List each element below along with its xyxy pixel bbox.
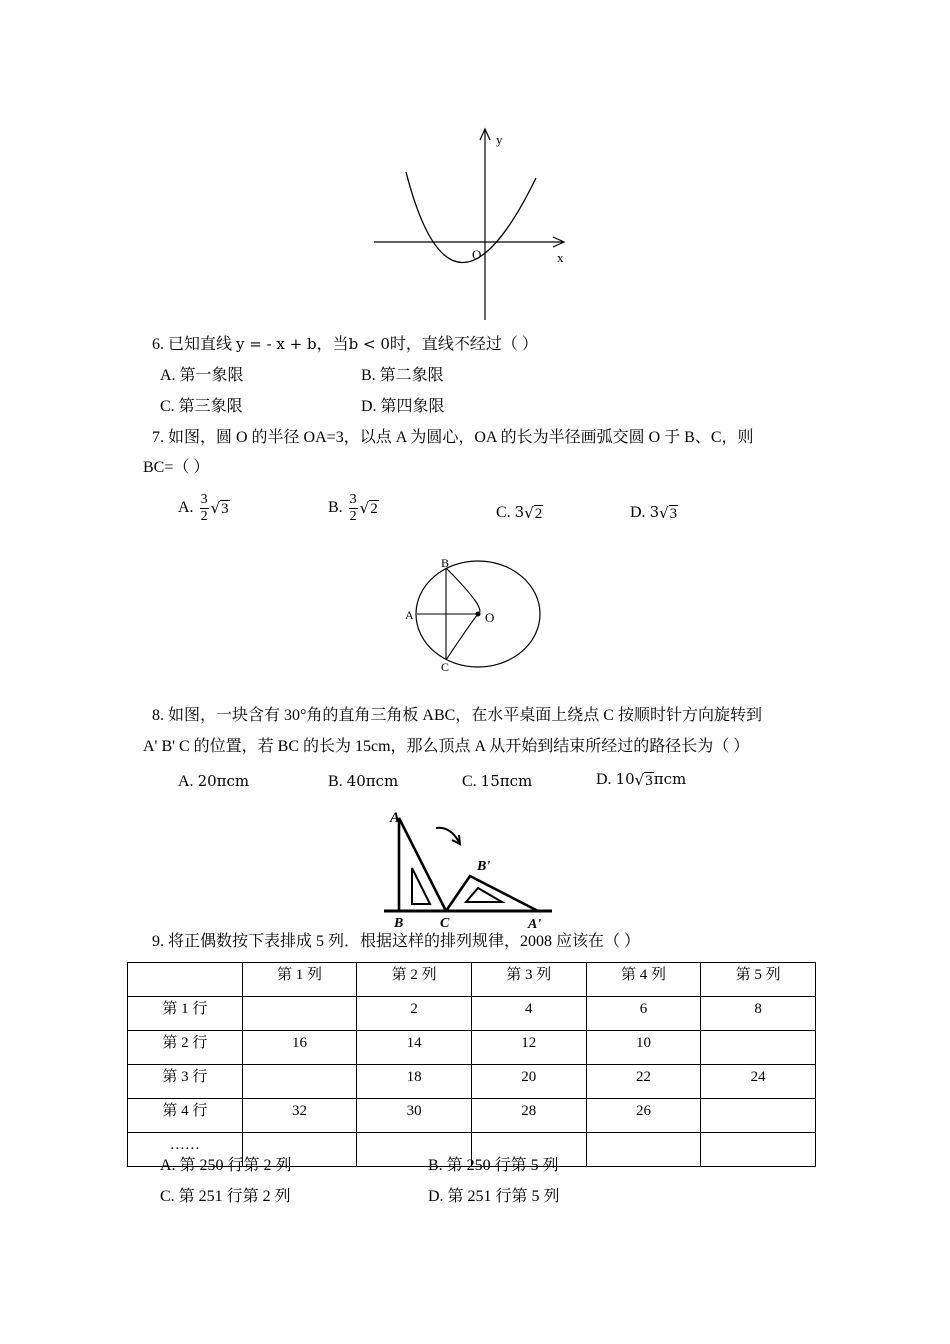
parabola-figure <box>360 120 580 330</box>
label-a: A <box>405 608 414 622</box>
q9-option-c[interactable]: C. 第 251 行第 2 列 <box>160 1188 291 1205</box>
table-cell: 16 <box>242 1031 357 1065</box>
q7-option-b[interactable] <box>328 492 379 525</box>
center-point <box>476 612 481 617</box>
table-cell <box>701 1099 816 1133</box>
q6-stem-suffix: 时，直线不经过（ ） <box>389 336 538 353</box>
table-header-cell: 第 5 列 <box>701 963 816 997</box>
table-header-cell: 第 2 列 <box>357 963 472 997</box>
q7-option-c-letter: C. <box>496 504 511 521</box>
table-cell: 6 <box>586 997 701 1031</box>
table-row <box>128 1065 816 1099</box>
table-header-cell: 第 3 列 <box>471 963 586 997</box>
table-row <box>128 1031 816 1065</box>
q7-option-c-radical <box>524 503 543 524</box>
table-cell: 4 <box>471 997 586 1031</box>
q7-option-a-radical <box>211 498 230 519</box>
q8-option-a-value: 20πcm <box>197 772 250 790</box>
q9-option-a[interactable]: A. 第 250 行第 2 列 <box>160 1157 292 1174</box>
q7-option-b-fraction <box>349 492 358 525</box>
table-cell: 26 <box>586 1099 701 1133</box>
q6-stem-mid: ，当 <box>316 336 349 353</box>
q8-option-a-letter: A. <box>178 773 194 790</box>
q7-option-a-radicand: 3 <box>221 501 229 517</box>
x-axis-label: x <box>557 250 564 265</box>
table-cell: 32 <box>242 1099 357 1133</box>
q6-option-d[interactable]: D. 第四象限 <box>361 398 445 415</box>
q7-option-b-radicand: 2 <box>370 501 378 517</box>
sqrt-icon: √ <box>659 503 669 522</box>
triangle-a1b1c <box>446 876 538 911</box>
q7-option-d[interactable] <box>630 502 678 524</box>
q7-option-b-num: 3 <box>349 492 357 507</box>
y-axis-label: y <box>496 132 503 147</box>
table-cell: 第 1 行 <box>128 997 243 1031</box>
table-cell: 24 <box>701 1065 816 1099</box>
q6-condition: b < 0 <box>348 335 390 353</box>
q7-option-a-num: 3 <box>200 492 208 507</box>
table-cell: 8 <box>701 997 816 1031</box>
q7-option-c[interactable] <box>496 502 543 524</box>
q7-option-a-den: 2 <box>200 509 208 524</box>
table-cell: 28 <box>471 1099 586 1133</box>
q7-option-d-coef: 3 <box>649 503 660 521</box>
q7-option-b-letter: B. <box>328 499 343 517</box>
q8-option-a[interactable] <box>178 771 249 792</box>
table-cell <box>242 1065 357 1099</box>
table-cell: 30 <box>357 1099 472 1133</box>
table-cell: 12 <box>471 1031 586 1065</box>
q7-option-b-den: 2 <box>349 509 357 524</box>
q9-stem: 9. 将正偶数按下表排成 5 列．根据这样的排列规律，2008 应该在（ ） <box>152 933 641 950</box>
table-cell: 10 <box>586 1031 701 1065</box>
label-b: B <box>441 556 450 570</box>
q8-option-d-coef: 10 <box>615 770 635 788</box>
q7-option-d-radicand: 3 <box>669 505 678 522</box>
q6-option-b[interactable]: B. 第二象限 <box>361 367 444 384</box>
label-a: A <box>390 810 401 826</box>
table-header-cell <box>128 963 243 997</box>
q6-stem <box>152 334 538 355</box>
table-header-row <box>128 963 816 997</box>
table-cell <box>701 1133 816 1167</box>
q8-option-c[interactable] <box>462 771 532 792</box>
q8-stem-line1: 8. 如图，一块含有 30°角的直角三角板 ABC，在水平桌面上绕点 C 按顺时针方向旋转到 <box>152 707 762 724</box>
q7-stem-line1: 7. 如图，圆 O 的半径 OA=3，以点 A 为圆心，OA 的长为半径画弧交圆 O 于 B、C，则 <box>152 429 754 446</box>
q7-option-a[interactable] <box>178 492 230 525</box>
table-cell: 第 3 行 <box>128 1065 243 1099</box>
q9-table <box>127 962 816 1167</box>
rotation-arrow <box>436 828 459 842</box>
q8-option-b-letter: B. <box>328 773 343 790</box>
table-cell: …… <box>128 1133 243 1167</box>
q8-option-c-value: 15πcm <box>480 772 533 790</box>
q9-option-d[interactable]: D. 第 251 行第 5 列 <box>428 1188 560 1205</box>
sqrt-icon: √ <box>210 499 221 517</box>
table-cell <box>586 1133 701 1167</box>
table-cell: 第 2 行 <box>128 1031 243 1065</box>
table-cell: 第 4 行 <box>128 1099 243 1133</box>
table-cell: 22 <box>586 1065 701 1099</box>
q7-option-c-coef: 3 <box>514 503 525 521</box>
q8-stem-line2: A' B' C 的位置，若 BC 的长为 15cm，那么顶点 A 从开始到结束所经过的路径长为（ ） <box>143 738 750 755</box>
q8-option-c-letter: C. <box>462 773 477 790</box>
q8-option-b[interactable] <box>328 771 398 792</box>
table-cell: 14 <box>357 1031 472 1065</box>
table-cell: 2 <box>357 997 472 1031</box>
table-cell: 18 <box>357 1065 472 1099</box>
q8-option-b-value: 40πcm <box>346 772 399 790</box>
parabola-curve <box>406 172 536 263</box>
q7-option-a-fraction <box>200 492 209 525</box>
q6-stem-prefix: 6. 已知直线 <box>152 336 233 353</box>
q6-option-c[interactable]: C. 第三象限 <box>160 398 243 415</box>
sqrt-icon: √ <box>359 499 370 517</box>
sqrt-icon: √ <box>524 503 534 522</box>
label-a-prime: A' <box>528 917 542 930</box>
q7-option-d-letter: D. <box>630 504 646 521</box>
q8-option-d[interactable] <box>596 769 686 791</box>
label-b-prime: B' <box>477 859 491 874</box>
origin-label: O <box>472 247 482 262</box>
q7-stem-line2: BC=（ ） <box>143 459 210 476</box>
q8-option-d-suffix: πcm <box>653 770 687 788</box>
q9-option-b[interactable]: B. 第 250 行第 5 列 <box>428 1157 559 1174</box>
q8-option-d-letter: D. <box>596 771 612 788</box>
table-header-cell: 第 4 列 <box>586 963 701 997</box>
q7-option-b-radical <box>360 498 379 519</box>
circle-figure <box>398 554 548 674</box>
table-cell: 20 <box>471 1065 586 1099</box>
label-c: C <box>440 916 450 930</box>
q8-option-d-radical <box>635 770 654 791</box>
q6-equation: y = - x + b <box>236 335 317 353</box>
label-b: B <box>394 916 404 930</box>
q7-option-a-letter: A. <box>178 499 194 517</box>
table-cell <box>701 1031 816 1065</box>
sqrt-icon: √ <box>634 770 645 789</box>
q7-option-c-radicand: 2 <box>534 505 543 522</box>
label-o: O <box>485 610 495 625</box>
label-c: C <box>441 660 450 674</box>
triangle-figure <box>380 806 560 930</box>
table-row <box>128 997 816 1031</box>
table-header-cell: 第 1 列 <box>242 963 357 997</box>
triangle-abc <box>399 818 446 911</box>
q8-option-d-radicand: 3 <box>645 772 653 789</box>
table-row <box>128 1099 816 1133</box>
q6-option-a[interactable]: A. 第一象限 <box>160 367 244 384</box>
q7-option-d-radical <box>659 503 678 524</box>
table-cell <box>242 997 357 1031</box>
